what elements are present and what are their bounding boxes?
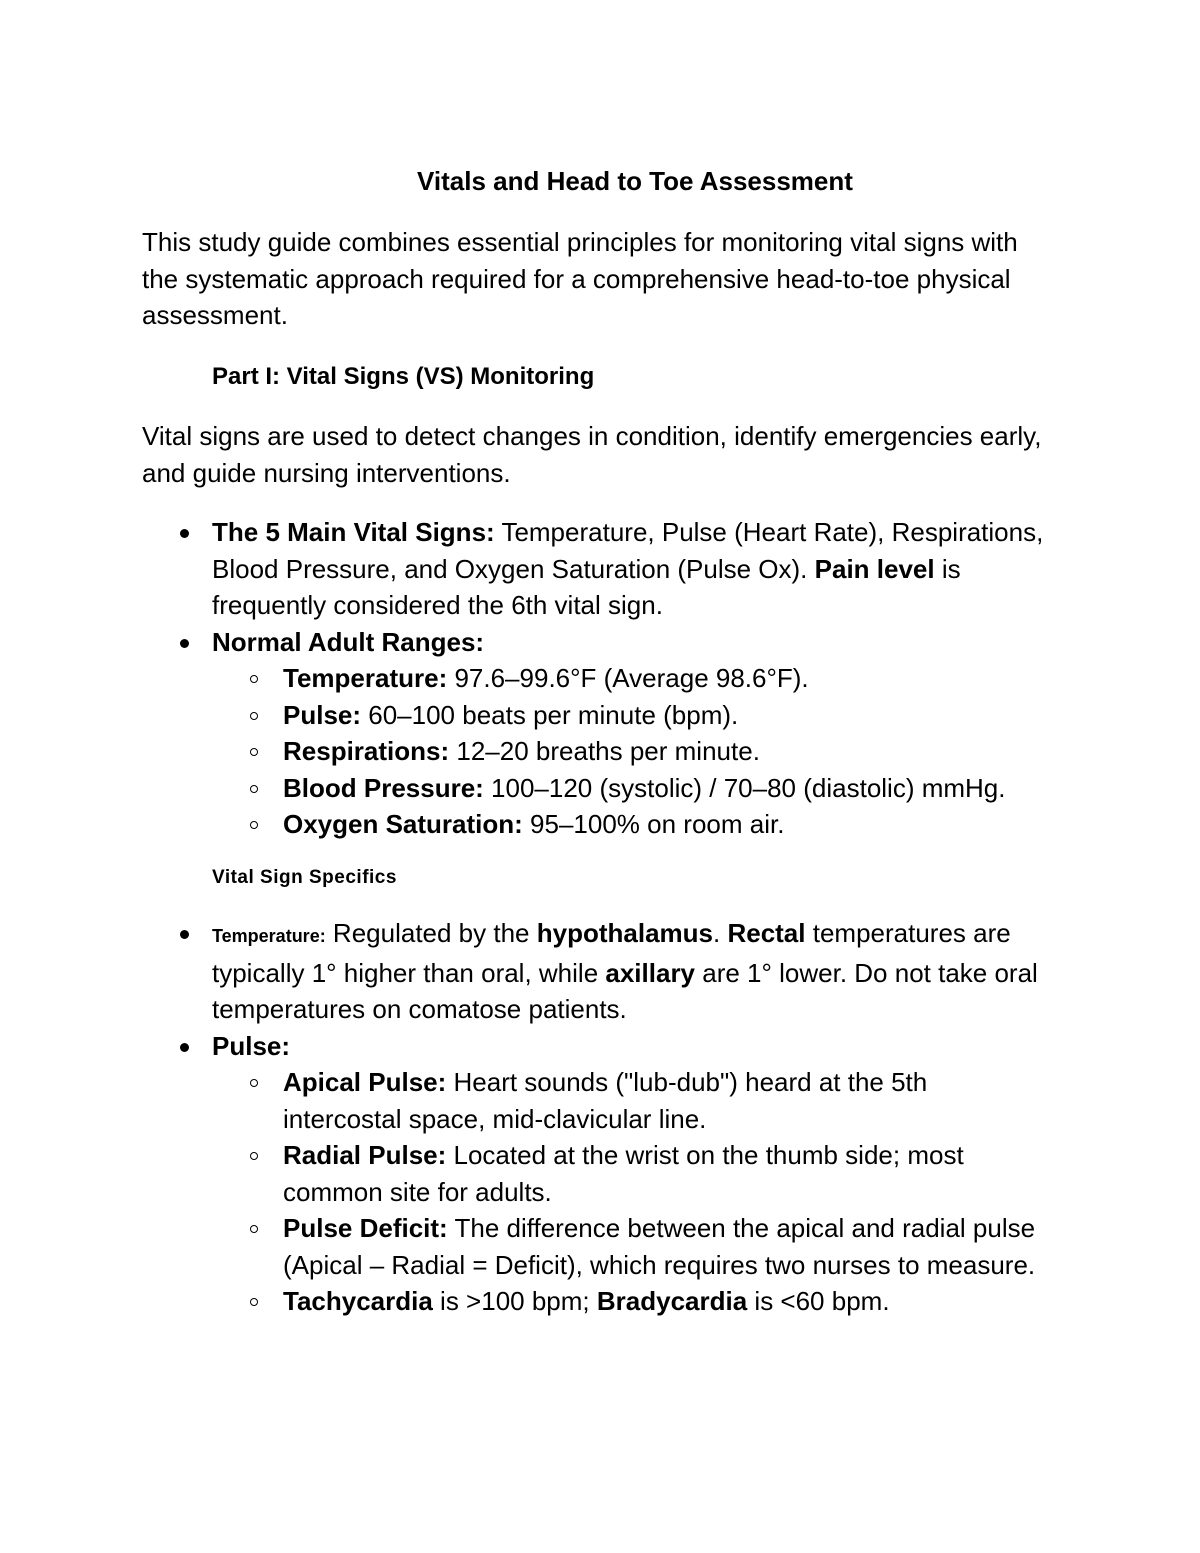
circle-bullet-icon bbox=[250, 1298, 258, 1306]
sublist-item bbox=[212, 1210, 1052, 1283]
part1-paragraph: Vital signs are used to detect changes in condition, identify emergencies early, and guide nursing interventions. bbox=[142, 421, 1042, 488]
item-emphasis: Tachycardia bbox=[283, 1286, 433, 1316]
circle-bullet-icon bbox=[250, 821, 258, 829]
specifics-heading: Vital Sign Specifics bbox=[212, 867, 397, 888]
bullet-icon bbox=[180, 930, 189, 939]
sublist-item bbox=[212, 770, 1052, 807]
item-text: 60–100 beats per minute (bpm). bbox=[361, 699, 739, 730]
list-item-normal-ranges bbox=[142, 624, 1052, 843]
item-text: are 1° lower. Do not take oral temperatures on comatose patients. bbox=[212, 957, 1038, 1024]
item-text: The difference between the apical and radial pulse (Apical – Radial = Deficit), which requires two nurses to measure. bbox=[283, 1213, 1036, 1280]
pulse-sublist bbox=[212, 1064, 1052, 1320]
item-text: Regulated by the bbox=[325, 918, 537, 948]
item-label: Temperature: bbox=[212, 926, 326, 946]
sublist-item bbox=[212, 1064, 1052, 1137]
item-emphasis: axillary bbox=[605, 957, 696, 988]
item-label: Normal Adult Ranges: bbox=[212, 626, 485, 657]
item-label: The 5 Main Vital Signs: bbox=[212, 517, 495, 547]
item-label: Radial Pulse: bbox=[283, 1140, 447, 1170]
bullet-icon bbox=[180, 639, 189, 648]
document-title: Vitals and Head to Toe Assessment bbox=[417, 166, 853, 196]
sublist-item bbox=[212, 697, 1052, 734]
item-text: 12–20 breaths per minute. bbox=[449, 736, 760, 766]
sublist-item bbox=[212, 1137, 1052, 1210]
circle-bullet-icon bbox=[250, 1079, 258, 1087]
item-label: Pulse Deficit: bbox=[283, 1213, 448, 1243]
item-label: Temperature: bbox=[283, 663, 448, 693]
sublist-item bbox=[212, 806, 1052, 843]
item-text: Heart sounds ("lub-dub") heard at the 5th intercostal space, mid-clavicular line. bbox=[283, 1067, 928, 1134]
item-label: Oxygen Saturation: bbox=[283, 809, 523, 839]
item-text: is frequently considered the 6th vital sign. bbox=[212, 553, 961, 620]
item-label: Respirations: bbox=[283, 736, 450, 766]
specifics-list bbox=[142, 915, 1052, 1320]
item-label: Blood Pressure: bbox=[283, 772, 484, 803]
sublist-item bbox=[212, 733, 1052, 770]
item-text: 95–100% on room air. bbox=[522, 809, 785, 839]
list-item-main-signs bbox=[142, 514, 1052, 624]
item-text: 100–120 (systolic) / 70–80 (diastolic) mmHg. bbox=[483, 772, 1006, 803]
circle-bullet-icon bbox=[250, 785, 258, 793]
vital-signs-list bbox=[142, 514, 1052, 843]
item-text: is <60 bpm. bbox=[747, 1286, 890, 1316]
list-item-pulse bbox=[142, 1028, 1052, 1320]
item-text: Temperature, Pulse (Heart Rate), Respirations, Blood Pressure, and Oxygen Saturation (Pulse Ox). bbox=[212, 517, 1044, 584]
normal-ranges-sublist bbox=[212, 660, 1052, 843]
item-label: Pulse: bbox=[283, 699, 362, 730]
item-text: . bbox=[713, 918, 728, 948]
bullet-icon bbox=[180, 529, 189, 538]
item-label: Pulse: bbox=[212, 1030, 291, 1061]
circle-bullet-icon bbox=[250, 748, 258, 756]
item-text: 97.6–99.6°F (Average 98.6°F). bbox=[447, 663, 809, 693]
item-emphasis: Bradycardia bbox=[596, 1286, 748, 1316]
item-label: Pain level bbox=[814, 553, 935, 584]
item-text: is >100 bpm; bbox=[432, 1286, 597, 1316]
item-text: Located at the wrist on the thumb side; most common site for adults. bbox=[283, 1140, 964, 1207]
sublist-item bbox=[212, 1283, 1052, 1320]
item-emphasis: hypothalamus bbox=[536, 918, 713, 948]
item-text: temperatures are typically 1° higher than oral, while bbox=[212, 918, 1011, 988]
circle-bullet-icon bbox=[250, 712, 258, 720]
circle-bullet-icon bbox=[250, 1152, 258, 1160]
circle-bullet-icon bbox=[250, 675, 258, 683]
item-label: Apical Pulse: bbox=[283, 1067, 447, 1097]
sublist-item bbox=[212, 660, 1052, 697]
part1-heading: Part I: Vital Signs (VS) Monitoring bbox=[212, 363, 595, 390]
list-item-temperature bbox=[142, 915, 1052, 1028]
intro-paragraph: This study guide combines essential principles for monitoring vital signs with the systematic approach required for a comprehensive head-to-toe physical assessment. bbox=[142, 227, 1018, 330]
item-emphasis: Rectal bbox=[727, 918, 806, 948]
bullet-icon bbox=[180, 1043, 189, 1052]
circle-bullet-icon bbox=[250, 1225, 258, 1233]
